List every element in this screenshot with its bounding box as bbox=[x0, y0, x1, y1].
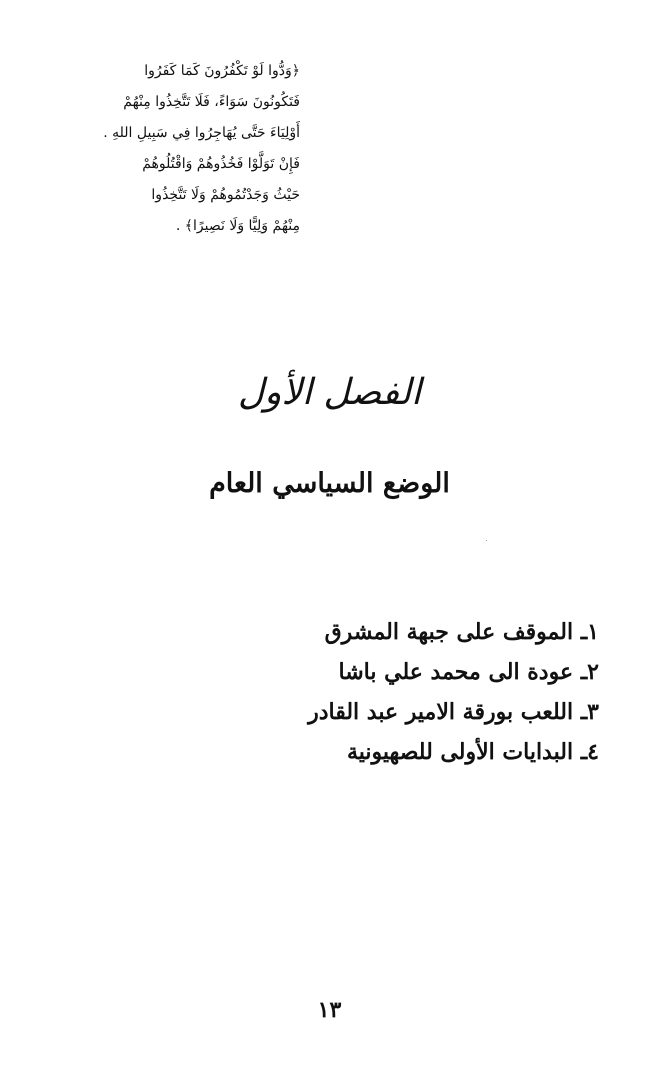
verse-line: ﴿وَدُّوا لَوْ تَكْفُرُونَ كَمَا كَفَرُوا bbox=[144, 63, 300, 79]
verse-line: فَتَكُونُونَ سَوَاءً، فَلَا تَتَّخِذُوا مِنْهُمْ bbox=[123, 94, 300, 110]
contents-item: ٢ـ عودة الى محمد علي باشا bbox=[338, 659, 599, 685]
verse-line: أَوْلِيَاءَ حَتَّى يُهَاجِرُوا فِي سَبِيلِ اللهِ . bbox=[103, 125, 300, 141]
chapter-contents-list bbox=[199, 612, 599, 772]
print-speck bbox=[486, 540, 487, 541]
contents-item: ٣ـ اللعب بورقة الامير عبد القادر bbox=[308, 699, 599, 725]
verse-line: مِنْهُمْ وَلِيًّا وَلَا نَصِيرًا﴾ . bbox=[175, 218, 300, 234]
chapter-label: الفصل الأول bbox=[237, 372, 422, 413]
page-number: ١٣ bbox=[317, 997, 342, 1023]
verse-line: حَيْثُ وَجَدْتُمُوهُمْ وَلَا تَتَّخِذُوا bbox=[151, 187, 300, 203]
contents-item: ٤ـ البدايات الأولى للصهيونية bbox=[347, 739, 599, 765]
contents-item: ١ـ الموقف على جبهة المشرق bbox=[324, 619, 599, 645]
chapter-title: الوضع السياسي العام bbox=[209, 468, 450, 499]
verse-line: فَإِنْ تَوَلَّوْا فَخُذُوهُمْ وَاقْتُلُوهُمْ bbox=[142, 156, 300, 172]
quran-verse-epigraph bbox=[100, 56, 300, 242]
